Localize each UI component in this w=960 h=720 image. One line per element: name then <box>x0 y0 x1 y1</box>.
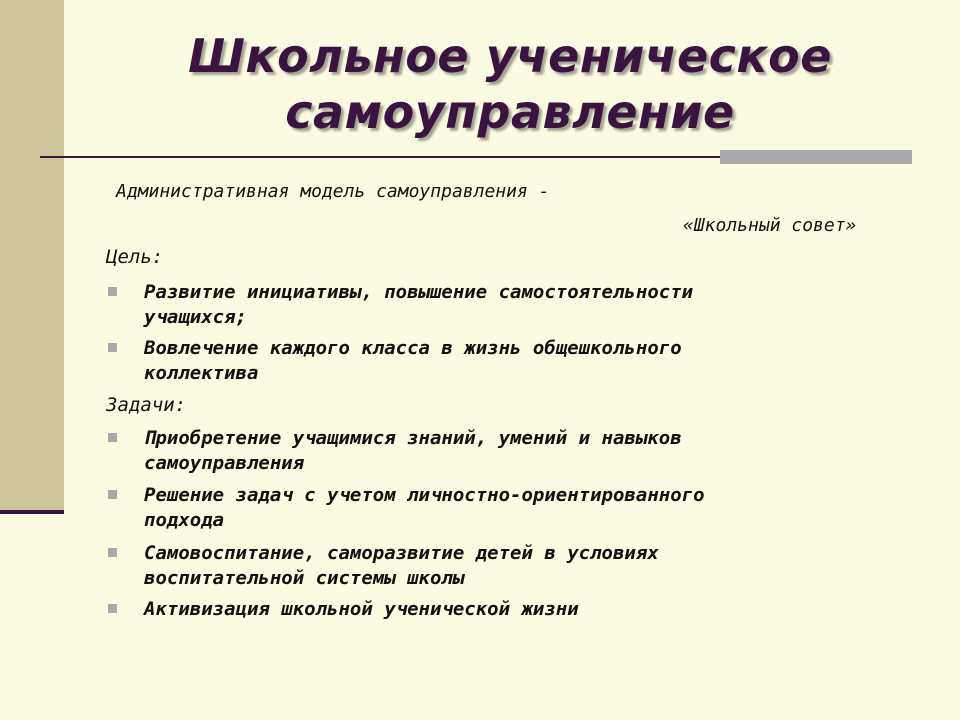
model-description: Административная модель самоуправления - <box>116 181 550 202</box>
title-accent-bar <box>720 150 912 164</box>
left-decorative-band <box>0 0 64 512</box>
task-item-text: Самовоспитание, саморазвитие детей в условиях воспитательной системы школы <box>144 542 659 589</box>
task-item-text: Приобретение учащимися знаний, умений и навыков самоуправления <box>144 427 682 474</box>
square-bullet-icon <box>108 604 117 613</box>
school-council-label: «Школьный совет» <box>683 215 857 236</box>
task-item <box>106 483 826 533</box>
tasks-heading: Задачи: <box>106 394 187 416</box>
task-item <box>106 426 826 476</box>
square-bullet-icon <box>108 433 117 442</box>
square-bullet-icon <box>108 548 117 557</box>
square-bullet-icon <box>108 287 117 296</box>
left-band-underline <box>0 510 64 514</box>
goal-item <box>106 280 826 330</box>
task-item <box>106 541 826 591</box>
square-bullet-icon <box>108 343 117 352</box>
goal-item <box>106 336 826 386</box>
task-item-text: Активизация школьной ученической жизни <box>144 598 579 620</box>
goal-heading: Цель: <box>106 246 164 268</box>
task-item-text: Решение задач с учетом личностно-ориентированного подхода <box>144 484 705 531</box>
square-bullet-icon <box>108 490 117 499</box>
goal-item-text: Развитие инициативы, повышение самостоятельности учащихся; <box>144 281 694 328</box>
slide-title: Школьное ученическое самоуправление <box>188 29 832 139</box>
task-item <box>106 597 826 622</box>
goal-item-text: Вовлечение каждого класса в жизнь общешкольного коллектива <box>144 337 682 384</box>
